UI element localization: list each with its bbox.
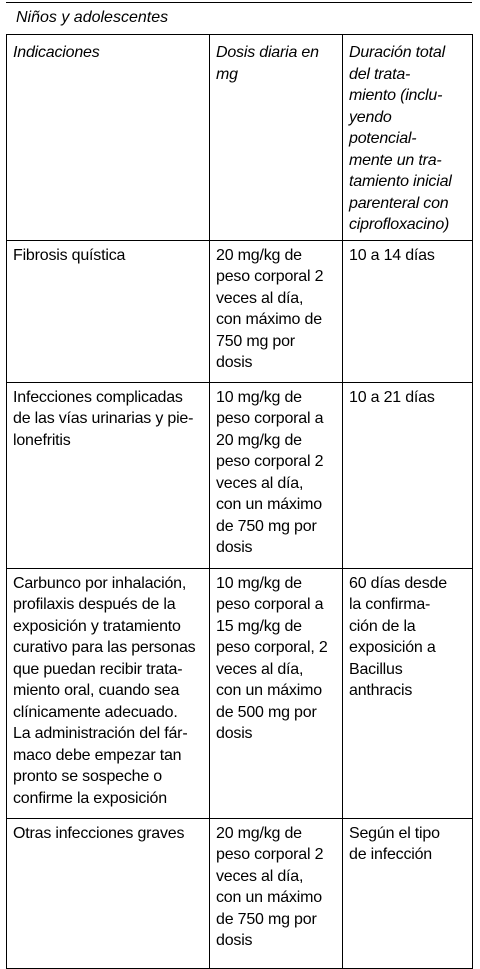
table-row bbox=[7, 568, 473, 818]
caption-row bbox=[6, 2, 472, 34]
table-row bbox=[7, 818, 473, 968]
duration-cell: 10 a 14 días bbox=[343, 240, 473, 382]
dosage-table bbox=[6, 34, 473, 969]
dose-cell: 10 mg/kg de peso corporal a 15 mg/kg de peso corporal, 2 veces al día, con un máximo de 500 mg por dosis bbox=[210, 568, 343, 818]
table-row bbox=[7, 382, 473, 568]
indication-cell: Infecciones complicadas de las vías urinarias y pie- lonefritis bbox=[7, 382, 210, 568]
dose-cell: 20 mg/kg de peso corporal 2 veces al día, con máximo de 750 mg por dosis bbox=[210, 240, 343, 382]
header-daily-dose: Dosis diaria en mg bbox=[210, 35, 343, 241]
dose-cell: 10 mg/kg de peso corporal a 20 mg/kg de peso corporal 2 veces al día, con un máximo de 750 mg por dosis bbox=[210, 382, 343, 568]
table-caption: Niños y adolescentes bbox=[16, 9, 169, 26]
indication-cell: Carbunco por inhalación, profilaxis después de la exposición y tratamiento curativo para las personas que puedan recibir trata- miento oral, cuando sea clínicamente adecuado. La administración del fár- maco debe empezar tan pronto se sospeche o confirme la exposición bbox=[7, 568, 210, 818]
dose-cell: 20 mg/kg de peso corporal 2 veces al día, con un máximo de 750 mg por dosis bbox=[210, 818, 343, 968]
duration-cell: 60 días desde la confirma- ción de la exposición a Bacillus anthracis bbox=[343, 568, 473, 818]
duration-cell: 10 a 21 días bbox=[343, 382, 473, 568]
table-row bbox=[7, 240, 473, 382]
duration-cell: Según el tipo de infección bbox=[343, 818, 473, 968]
indication-cell: Fibrosis quística bbox=[7, 240, 210, 382]
indication-cell: Otras infecciones graves bbox=[7, 818, 210, 968]
header-total-duration: Duración total del trata- miento (inclu- yendo potencial- mente un tra- tamiento inicial parenteral con ciprofloxacino) bbox=[343, 35, 473, 241]
table-header-row bbox=[7, 35, 473, 241]
header-indications: Indicaciones bbox=[7, 35, 210, 241]
